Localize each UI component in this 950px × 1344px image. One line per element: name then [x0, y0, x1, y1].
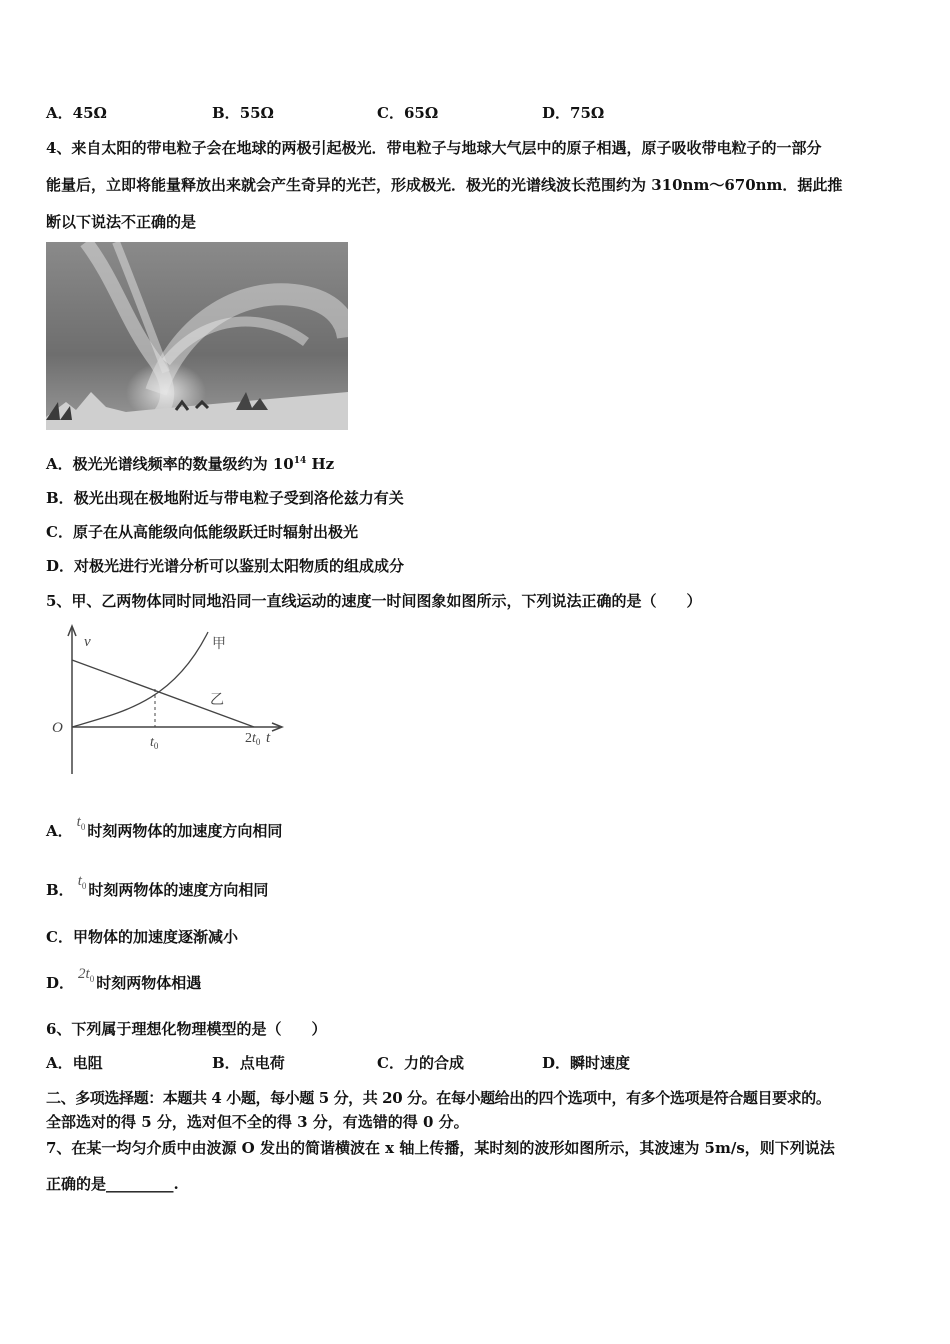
- q6-option-b: B．点电荷: [212, 1054, 285, 1072]
- q5-option-d: D． $2t_0$ 时刻两物体相遇: [46, 966, 202, 992]
- q4-option-a: A．极光光谱线频率的数量级约为 $10^{14}$ Hz: [46, 455, 335, 473]
- q4-stem-line-2: 能量后，立即将能量释放出来就会产生奇异的光芒，形成极光．极光的光谱线波长范围约为 310nm～670nm．据此推: [46, 176, 843, 194]
- q4-stem-line-3: 断以下说法不正确的是: [46, 213, 197, 231]
- q6-stem: 6、下列属于理想化物理模型的是（ ）: [46, 1020, 327, 1038]
- yi-label: 乙: [210, 693, 224, 708]
- q7-answer-blank[interactable]: _________: [106, 1175, 174, 1193]
- q7-stem-line-1: 7、在某一均匀介质中由波源 O 发出的简谐横波在 x 轴上传播，某时刻的波形如图所示，其波速为 5m/s，则下列说法: [46, 1139, 835, 1157]
- q6-option-a: A．电阻: [46, 1054, 103, 1072]
- axis-t-label: t: [266, 730, 271, 746]
- q5-option-a: A． $t_0$ 时刻两物体的加速度方向相同: [46, 814, 283, 840]
- section2-heading-line-2: 全部选对的得 5 分，选对但不全的得 3 分，有选错的得 0 分。: [46, 1113, 469, 1131]
- q6-option-c: C．力的合成: [377, 1054, 464, 1072]
- q4-stem-line-1: 4、来自太阳的带电粒子会在地球的两极引起极光．带电粒子与地球大气层中的原子相遇，原子吸收带电粒子的一部分: [46, 139, 822, 157]
- origin-label: O: [52, 720, 63, 736]
- math-t0: $t_0$: [77, 873, 87, 891]
- tick-2t0: $2t_0$: [245, 731, 261, 747]
- q4-option-c: C．原子在从高能级向低能级跃迁时辐射出极光: [46, 523, 358, 541]
- q3-option-a: A．45Ω: [46, 104, 107, 122]
- section2-heading-line-1: 二、多项选择题：本题共 4 小题，每小题 5 分，共 20 分。在每小题给出的四个选项中，有多个选项是符合题目要求的。: [46, 1089, 831, 1107]
- aurora-photo: [46, 242, 348, 430]
- yi-line: [72, 660, 254, 727]
- q4-option-b: B．极光出现在极地附近与带电粒子受到洛伦兹力有关: [46, 489, 404, 507]
- math-t0: $t_0$: [76, 814, 86, 832]
- q4-option-d: D．对极光进行光谱分析可以鉴别太阳物质的组成成分: [46, 557, 405, 575]
- jia-curve: [72, 632, 208, 727]
- q5-stem: 5、甲、乙两物体同时同地沿同一直线运动的速度一时间图象如图所示，下列说法正确的是（ ）: [46, 592, 702, 610]
- jia-label: 甲: [212, 637, 226, 652]
- tick-t0: $t_0$: [150, 735, 159, 751]
- q3-option-b: B．55Ω: [212, 104, 274, 122]
- q7-stem-line-2: 正确的是_________.: [46, 1175, 179, 1193]
- vt-graph: [48, 622, 288, 778]
- math-2t0: $2t_0$: [78, 966, 95, 984]
- q3-option-d: D．75Ω: [542, 104, 605, 122]
- q5-option-c: C．甲物体的加速度逐渐减小: [46, 928, 238, 946]
- axis-v-label: v: [84, 634, 91, 650]
- q6-option-d: D．瞬时速度: [542, 1054, 631, 1072]
- q3-option-c: C．65Ω: [377, 104, 439, 122]
- q5-option-b: B． $t_0$ 时刻两物体的速度方向相同: [46, 873, 269, 899]
